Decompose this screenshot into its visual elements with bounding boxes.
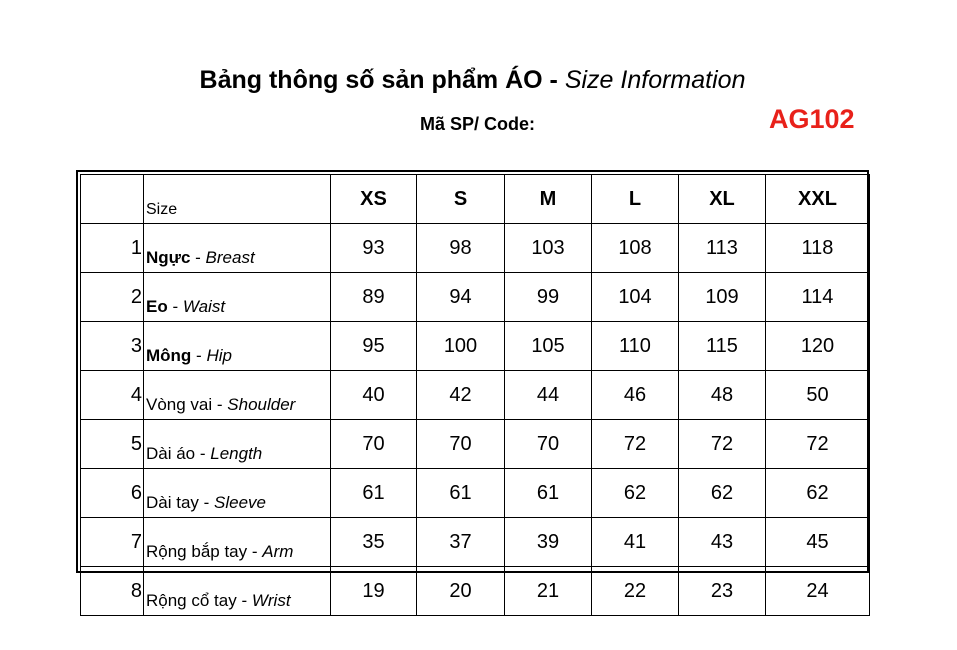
measurement-name-en: Breast (205, 248, 255, 267)
measurement-value: 120 (766, 322, 870, 371)
measurement-separator: - (198, 493, 215, 512)
measurement-label (144, 322, 331, 371)
table-row (81, 469, 870, 518)
row-index: 2 (81, 273, 144, 322)
measurement-value: 23 (679, 567, 766, 616)
measurement-separator: - (167, 297, 183, 316)
measurement-name-en: Arm (262, 542, 294, 561)
measurement-value: 110 (592, 322, 679, 371)
size-header-m: M (505, 175, 592, 224)
table-row (81, 322, 870, 371)
size-table-frame (76, 170, 869, 610)
measurement-value: 37 (417, 518, 505, 567)
measurement-value: 72 (766, 420, 870, 469)
row-index: 1 (81, 224, 144, 273)
measurement-name-en: Hip (206, 346, 232, 365)
row-index: 4 (81, 371, 144, 420)
header-index-cell (81, 175, 144, 224)
measurement-name-vn: Eo (146, 297, 168, 316)
measurement-name-vn: Rộng cổ tay (146, 591, 237, 610)
row-index: 7 (81, 518, 144, 567)
measurement-label (144, 371, 331, 420)
measurement-value: 89 (331, 273, 417, 322)
measurement-value: 42 (417, 371, 505, 420)
measurement-separator: - (247, 542, 263, 561)
product-code-value: AG102 (769, 104, 855, 134)
measurement-value: 93 (331, 224, 417, 273)
measurement-separator: - (190, 248, 206, 267)
page-title (0, 64, 945, 96)
size-header-xs: XS (331, 175, 417, 224)
measurement-name-en: Sleeve (214, 493, 267, 512)
measurement-value: 100 (417, 322, 505, 371)
row-index: 6 (81, 469, 144, 518)
header-size-label: Size (144, 175, 331, 224)
table-row (81, 273, 870, 322)
measurement-value: 61 (331, 469, 417, 518)
measurement-label (144, 273, 331, 322)
measurement-label (144, 224, 331, 273)
measurement-value: 70 (417, 420, 505, 469)
measurement-value: 48 (679, 371, 766, 420)
measurement-name-vn: Rộng bắp tay (146, 542, 248, 561)
measurement-label (144, 420, 331, 469)
row-index: 5 (81, 420, 144, 469)
measurement-value: 115 (679, 322, 766, 371)
table-row (81, 371, 870, 420)
measurement-value: 41 (592, 518, 679, 567)
size-header-xl: XL (679, 175, 766, 224)
measurement-value: 114 (766, 273, 870, 322)
measurement-value: 21 (505, 567, 592, 616)
measurement-value: 99 (505, 273, 592, 322)
measurement-value: 113 (679, 224, 766, 273)
measurement-value: 62 (592, 469, 679, 518)
measurement-name-en: Length (210, 444, 263, 463)
measurement-name-en: Wrist (251, 591, 291, 610)
table-header-row (81, 175, 870, 224)
measurement-separator: - (195, 444, 211, 463)
size-header-l: L (592, 175, 679, 224)
measurement-value: 43 (679, 518, 766, 567)
measurement-value: 61 (417, 469, 505, 518)
table-row (81, 224, 870, 273)
table-row (81, 420, 870, 469)
measurement-value: 72 (592, 420, 679, 469)
measurement-label (144, 469, 331, 518)
measurement-value: 118 (766, 224, 870, 273)
measurement-value: 94 (417, 273, 505, 322)
measurement-value: 108 (592, 224, 679, 273)
measurement-name-vn: Dài áo (146, 444, 196, 463)
measurement-value: 95 (331, 322, 417, 371)
measurement-label (144, 567, 331, 616)
measurement-value: 24 (766, 567, 870, 616)
measurement-value: 39 (505, 518, 592, 567)
measurement-value: 44 (505, 371, 592, 420)
measurement-value: 46 (592, 371, 679, 420)
measurement-value: 70 (505, 420, 592, 469)
measurement-value: 61 (505, 469, 592, 518)
measurement-name-vn: Vòng vai (146, 395, 213, 414)
measurement-value: 50 (766, 371, 870, 420)
measurement-value: 19 (331, 567, 417, 616)
size-table (80, 174, 870, 616)
table-row (81, 567, 870, 616)
measurement-name-en: Waist (182, 297, 226, 316)
measurement-value: 20 (417, 567, 505, 616)
measurement-name-vn: Dài tay (146, 493, 199, 512)
table-row (81, 518, 870, 567)
row-index: 3 (81, 322, 144, 371)
title-separator: - (542, 66, 565, 94)
measurement-label (144, 518, 331, 567)
measurement-value: 70 (331, 420, 417, 469)
row-index: 8 (81, 567, 144, 616)
measurement-value: 45 (766, 518, 870, 567)
measurement-value: 72 (679, 420, 766, 469)
product-code-label: Mã SP/ Code: (420, 114, 536, 134)
measurement-value: 105 (505, 322, 592, 371)
title-vietnamese: Bảng thông số sản phẩm ÁO (199, 66, 543, 94)
measurement-value: 109 (679, 273, 766, 322)
measurement-value: 22 (592, 567, 679, 616)
measurement-separator: - (236, 591, 252, 610)
measurement-value: 104 (592, 273, 679, 322)
measurement-value: 98 (417, 224, 505, 273)
measurement-name-vn: Ngực (146, 248, 191, 267)
measurement-separator: - (191, 346, 207, 365)
title-english: Size Information (564, 66, 746, 94)
measurement-value: 103 (505, 224, 592, 273)
size-header-xxl: XXL (766, 175, 870, 224)
measurement-name-en: Shoulder (227, 395, 296, 414)
measurement-separator: - (212, 395, 228, 414)
measurement-value: 62 (679, 469, 766, 518)
measurement-value: 62 (766, 469, 870, 518)
size-header-s: S (417, 175, 505, 224)
measurement-name-vn: Mông (146, 346, 192, 365)
measurement-value: 40 (331, 371, 417, 420)
measurement-value: 35 (331, 518, 417, 567)
